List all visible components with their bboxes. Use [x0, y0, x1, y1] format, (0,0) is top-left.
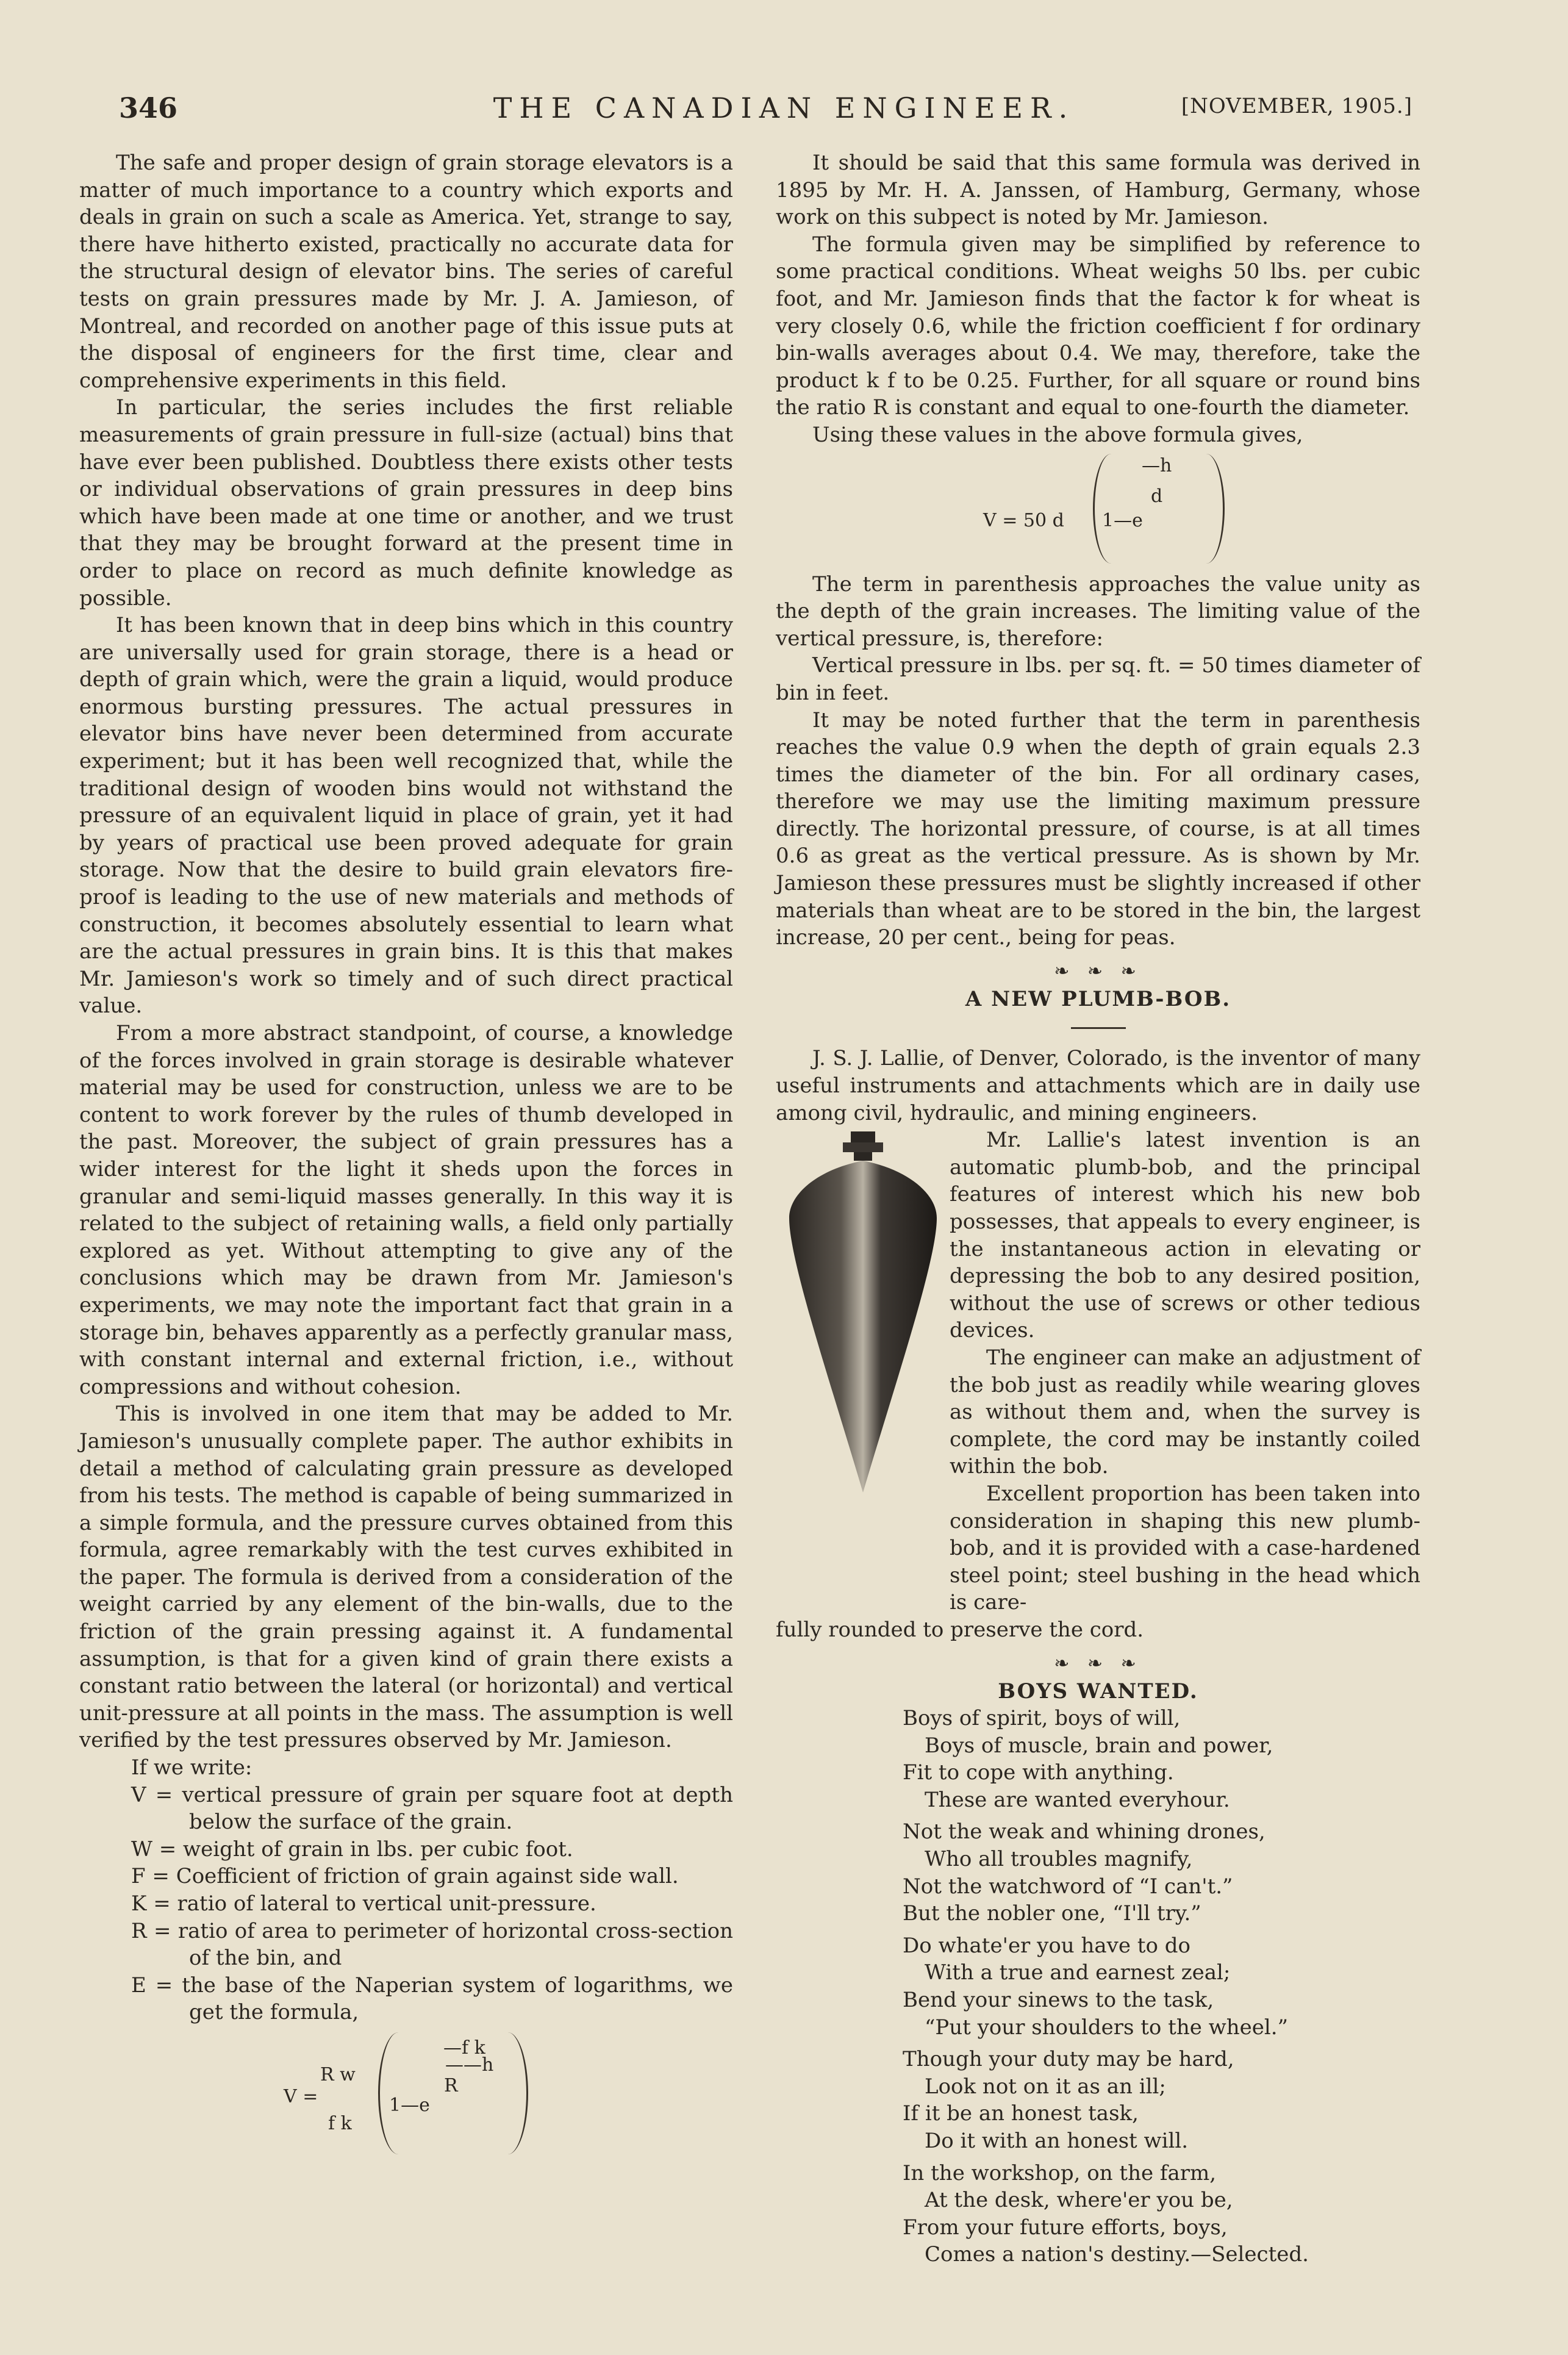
poem-stanza	[903, 2160, 1420, 2268]
formula-coef-denominator: f k	[328, 2112, 352, 2134]
definition-item: K = ratio of lateral to vertical unit-pressure.	[131, 1891, 596, 1916]
poem-line: Bend your sinews to the task,	[903, 1988, 1214, 2013]
definition-item: E = the base of the Naperian system of logarithms, we get the formula,	[131, 1973, 733, 2025]
paragraph: It has been known that in deep bins which in this country are universally used for grain storage, there is a head or depth of grain which, were the grain a liquid, would produce enormous bursting pressures. The actual pressures in elevator bins have never been determined from accurate experiment; but it has been well recognized that, while the traditional design of wooden bins would not withstand the pressure of an equivalent liquid in place of grain, yet it had by years of practical use been proved adequate for grain storage. Now that the desire to build grain elevators fire-proof is leading to the use of new materials and methods of construction, it becomes absolutely essential to learn what are the actual pressures in grain bins. It is this that makes Mr. Jamieson's work so timely and of such direct practical value.	[79, 613, 733, 1019]
poem-stanza	[903, 1932, 1420, 2041]
poem-heading: BOYS WANTED.	[998, 1679, 1198, 1704]
right-column	[776, 149, 1420, 2273]
poem-line: At the desk, where'er you be,	[925, 2188, 1233, 2213]
paragraph: J. S. J. Lallie, of Denver, Colorado, is the inventor of many useful instruments and attachments which are in daily use among civil, hydraulic, and mining engineers.	[776, 1046, 1420, 1125]
issue-date: [NOVEMBER, 1905.]	[1181, 94, 1412, 118]
formula2-lhs: V = 50 d	[983, 509, 1064, 531]
paragraph: The term in parenthesis approaches the value unity as the depth of the grain increases. The limiting value of the vertical pressure, is, therefore:	[776, 572, 1420, 651]
poem-line: Boys of muscle, brain and power,	[925, 1733, 1273, 1758]
simplified-formula	[776, 449, 1420, 571]
definitions-list	[79, 1754, 733, 2026]
paragraph: This is involved in one item that may be added to Mr. Jamieson's unusually complete paper. The author exhibits in detail a method of calculating grain pressure as developed from his tests. The method is capable of being summarized in a simple formula, and the pressure curves obtained from this formula, agree remarkably with the test curves exhibited in the paper. The formula is derived from a consideration of the weight carried by any element of the bin-walls, due to the friction of the grain pressing against it. A fundamental assumption, is that for a given kind of grain there exists a constant ratio between the lateral (or horizontal) and vertical unit-pressure at all points in the mass. The assumption is well verified by the test pressures observed by Mr. Jamieson.	[79, 1402, 733, 1753]
definition-item: V = vertical pressure of grain per square foot at depth below the surface of the grain.	[131, 1782, 733, 1835]
poem-line: These are wanted everyhour.	[925, 1787, 1230, 1812]
poem	[776, 1705, 1420, 2268]
formula2-one-minus-e: 1—e	[1102, 509, 1143, 531]
plumb-bob-icon	[776, 1127, 950, 1499]
poem-line: But the nobler one, “I'll try.”	[903, 1901, 1201, 1926]
plumb-bob-tail: fully rounded to preserve the cord.	[776, 1617, 1144, 1642]
paragraph: It may be noted further that the term in parenthesis reaches the value 0.9 when the depth of grain equals 2.3 times the diameter of the bin. For all ordinary cases, therefore we may use the limiting maximum pressure directly. The horizontal pressure, of course, is at all times 0.6 as great as the vertical pressure. As is shown by Mr. Jamieson these pressures must be slightly increased if other materials than wheat are to be stored in the bin, the largest increase, 20 per cent., being for peas.	[776, 708, 1420, 950]
poem-line: Look not on it as an ill;	[925, 2074, 1166, 2099]
paragraph: It should be said that this same formula was derived in 1895 by Mr. H. A. Janssen, of Hamburg, Germany, whose work on this subpect is noted by Mr. Jamieson.	[776, 151, 1420, 230]
definition-item: R = ratio of area to perimeter of horizontal cross-section of the bin, and	[131, 1918, 733, 1971]
poem-line: Do whate'er you have to do	[903, 1933, 1190, 1958]
poem-line: Comes a nation's destiny.—Selected.	[925, 2242, 1309, 2267]
poem-line: From your future efforts, boys,	[903, 2215, 1228, 2240]
poem-line: Not the weak and whining drones,	[903, 1819, 1265, 1844]
plumb-bob-illustration	[776, 1127, 950, 1616]
formula2-exponent-h: —h	[1142, 454, 1172, 476]
journal-title: THE CANADIAN ENGINEER.	[493, 91, 1075, 124]
section-separator: ❧ ❧ ❧	[1054, 960, 1142, 982]
paragraph: Vertical pressure in lbs. per sq. ft. = 50 times diameter of bin in feet.	[776, 653, 1420, 705]
poem-line: “Put your shoulders to the wheel.”	[925, 2015, 1288, 2040]
paragraph: The engineer can make an adjustment of the bob just as readily while wearing gloves as without them and, when the survey is complete, the cord may be instantly coiled within the bob.	[950, 1345, 1420, 1479]
page-header	[0, 91, 1568, 140]
formula-exponent-fk: —f k	[443, 2037, 485, 2059]
left-column	[79, 149, 733, 2173]
page-number: 346	[119, 91, 178, 124]
formula-one-minus-e: 1—e	[389, 2094, 430, 2116]
poem-line: Not the watchword of “I can't.”	[903, 1874, 1233, 1899]
poem-line: Boys of spirit, boys of will,	[903, 1706, 1181, 1731]
definition-item: W = weight of grain in lbs. per cubic foot.	[131, 1837, 573, 1862]
paragraph: Using these values in the above formula gives,	[812, 422, 1303, 447]
poem-stanza	[903, 1818, 1420, 1927]
formula-coef-numerator: R w	[320, 2063, 356, 2085]
plumb-bob-text	[950, 1127, 1420, 1616]
poem-line: Do it with an honest will.	[925, 2129, 1189, 2153]
section-separator: ❧ ❧ ❧	[1054, 1652, 1142, 1674]
poem-stanza	[903, 2046, 1420, 2154]
definitions-lead: If we write:	[131, 1755, 252, 1780]
poem-stanza	[903, 1705, 1420, 1813]
poem-line: If it be an honest task,	[903, 2101, 1139, 2126]
formula-exponent-R: R	[444, 2074, 458, 2096]
poem-line: Who all troubles magnify,	[925, 1847, 1193, 1872]
plumb-bob-heading: A NEW PLUMB-BOB.	[965, 986, 1231, 1011]
heading-rule	[1071, 1027, 1126, 1029]
paragraph: The safe and proper design of grain storage elevators is a matter of much importance to a country which exports and deals in grain on such a scale as America. Yet, strange to say, there have hitherto existed, practically no accurate data for the structural design of elevator bins. The series of careful tests on grain pressures made by Mr. J. A. Jamieson, of Montreal, and recorded on another page of this issue puts at the disposal of engineers for the first time, clear and comprehensive experiments in this field.	[79, 151, 733, 393]
paragraph: Excellent proportion has been taken into consideration in shaping this new plumb-bob, and it is provided with a case-hardened steel point; steel bushing in the head which is care-	[950, 1481, 1420, 1615]
paragraph: Mr. Lallie's latest invention is an automatic plumb-bob, and the principal features of interest which his new bob possesses, that appeals to every engineer, is the instantaneous action in elevating or depressing the bob to any desired position, without the use of screws or other tedious devices.	[950, 1128, 1420, 1343]
poem-line: Though your duty may be hard,	[903, 2047, 1234, 2072]
formula2-exponent-d: d	[1151, 485, 1163, 507]
paragraph: In particular, the series includes the first reliable measurements of grain pressure in full-size (actual) bins that have ever been published. Doubtless there exists other tests or individual observations of grain pressures in deep bins which have been made at one time or another, and we trust that they may be brought forward at the present time in order to place on record as much definite knowledge as possible.	[79, 395, 733, 611]
paragraph: The formula given may be simplified by reference to some practical conditions. Wheat weighs 50 lbs. per cubic foot, and Mr. Jamieson finds that the factor k for wheat is very closely 0.6, while the friction coefficient f for ordinary bin-walls averages about 0.4. We may, therefore, take the product k f to be 0.25. Further, for all square or round bins the ratio R is constant and equal to one-fourth the diameter.	[776, 232, 1420, 420]
formula-lhs: V =	[284, 2085, 318, 2107]
formula-exponent-h: ——h	[445, 2054, 494, 2076]
poem-line: With a true and earnest zeal;	[925, 1960, 1231, 1985]
plumb-bob-wrap	[776, 1127, 1420, 1616]
janssen-formula	[79, 2026, 733, 2173]
definition-item: F = Coefficient of friction of grain against side wall.	[131, 1864, 679, 1889]
poem-line: Fit to cope with anything.	[903, 1760, 1174, 1785]
paragraph: From a more abstract standpoint, of course, a knowledge of the forces involved in grain storage is desirable whatever material may be used for construction, unless we are to be content to work forever by the rules of thumb developed in the past. Moreover, the subject of grain pressures has a wider interest for the light it sheds upon the forces in granular and semi-liquid masses generally. In this way it is related to the subject of retaining walls, a field only partially explored as yet. Without attempting to give any of the conclusions which may be drawn from Mr. Jamieson's experiments, we may note the important fact that grain in a storage bin, behaves apparently as a perfectly granular mass, with constant internal and external friction, i.e., without compressions and without cohesion.	[79, 1021, 733, 1399]
poem-line: In the workshop, on the farm,	[903, 2160, 1217, 2185]
